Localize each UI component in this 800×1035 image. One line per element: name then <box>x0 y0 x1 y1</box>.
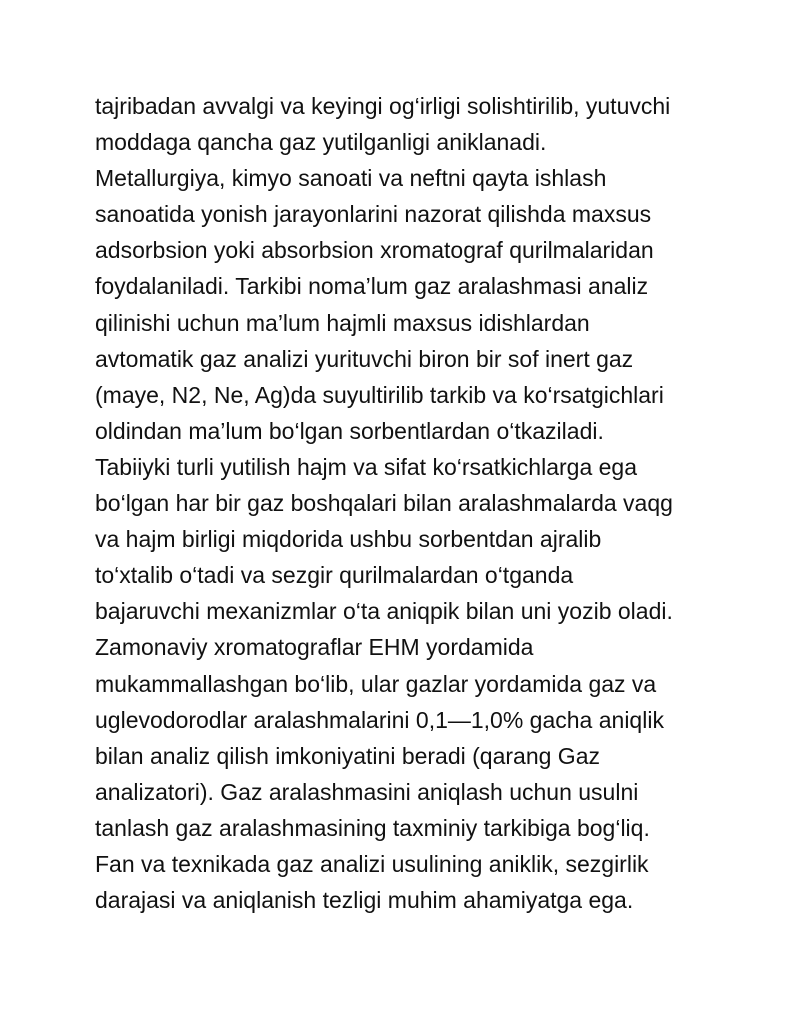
text-line: moddaga qancha gaz yutilganligi aniklanadi. <box>95 129 547 156</box>
text-line: tajribadan avvalgi va keyingi og‘irligi solishtirilib, yutuvchi <box>95 93 671 119</box>
text-line: mukammallashgan bo‘lib, ular gazlar yordamida gaz va <box>95 670 657 697</box>
text-line: (maye, N2, Ne, Ag)da suyultirilib tarkib va ko‘rsatgichlari <box>95 381 664 408</box>
text-line: adsorbsion yoki absorbsion xromatograf qurilmalaridan <box>95 237 654 264</box>
text-line: avtomatik gaz analizi yurituvchi biron bir sof inert gaz <box>95 345 634 372</box>
text-line: sanoatida yonish jarayonlarini nazorat qilishda maxsus <box>95 201 652 228</box>
text-line: bajaruvchi mexanizmlar o‘ta aniqpik bilan uni yozib oladi. <box>95 598 673 625</box>
text-line: Fan va texnikada gaz analizi usulining aniklik, sezgirlik <box>95 850 649 877</box>
text-line: Zamonaviy xromatograflar EHM yordamida <box>95 634 534 661</box>
text-line: qilinishi uchun ma’lum hajmli maxsus idishlardan <box>95 309 590 336</box>
text-line: tanlash gaz aralashmasining taxminiy tarkibiga bog‘liq. <box>95 814 650 841</box>
text-line: foydalaniladi. Tarkibi noma’lum gaz aralashmasi analiz <box>95 273 649 300</box>
text-line: analizatori). Gaz aralashmasini aniqlash uchun usulni <box>95 778 639 805</box>
body-text <box>95 88 735 918</box>
text-line: bo‘lgan har bir gaz boshqalari bilan aralashmalarda vaqg <box>95 490 673 517</box>
text-line: va hajm birligi miqdorida ushbu sorbentdan ajralib <box>95 526 602 553</box>
text-line: darajasi va aniqlanish tezligi muhim ahamiyatga ega. <box>95 887 634 914</box>
text-line: Metallurgiya, kimyo sanoati va neftni qayta ishlash <box>95 165 607 192</box>
text-line: oldindan ma’lum bo‘lgan sorbentlardan o‘tkaziladi. <box>95 417 604 444</box>
text-line: to‘xtalib o‘tadi va sezgir qurilmalardan o‘tganda <box>95 562 574 589</box>
text-line: bilan analiz qilish imkoniyatini beradi (qarang Gaz <box>95 742 600 769</box>
text-line: uglevodorodlar aralashmalarini 0,1—1,0% gacha aniqlik <box>95 706 664 733</box>
text-line: Tabiiyki turli yutilish hajm va sifat ko‘rsatkichlarga ega <box>95 453 637 480</box>
